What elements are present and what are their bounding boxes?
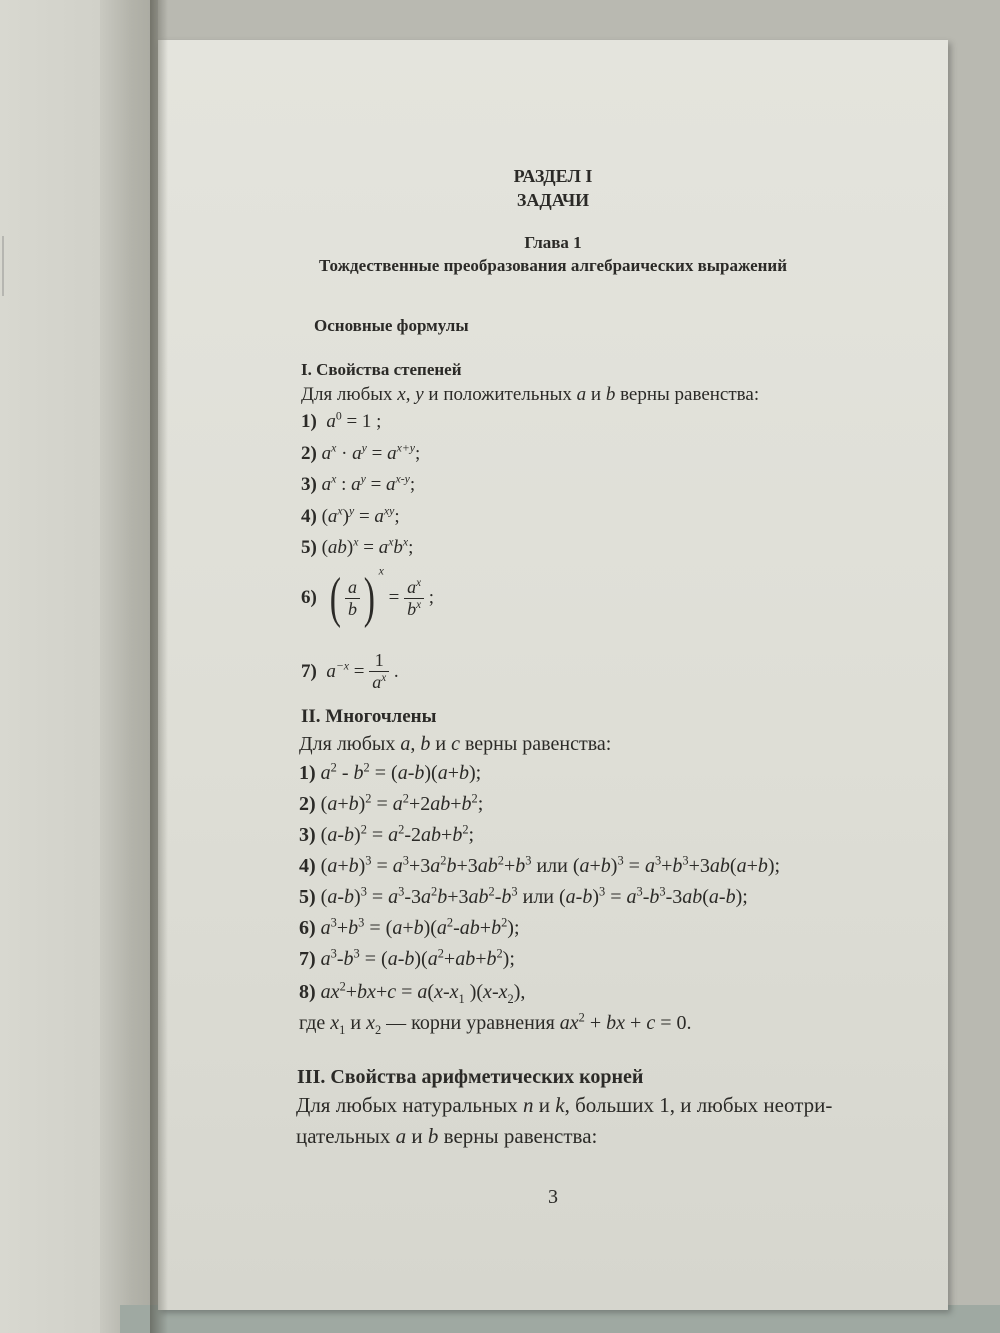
polynomial-rule-4: 4) $(a+b)^3 = a^3+3a^2b+3ab^2+b^3$ или $(a+b)^3 = a^3+b^3+3ab(a+b)$; [299, 853, 781, 877]
polynomial-rule-6: 6) $a^3+b^3 = (a+b)(a^2-ab+b^2)$; [299, 915, 520, 939]
polynomial-rule-5: 5) $(a-b)^3 = a^3-3a^2b+3ab^2-b^3$ или $(a-b)^3 = a^3-b^3-3ab(a-b)$; [299, 884, 748, 908]
power-rule-5: 5) $(ab)^x = a^xb^x$; [301, 535, 414, 558]
book-page [158, 40, 948, 1310]
polynomial-rule-2: 2) $(a+b)^2 = a^2+2ab+b^2$; [299, 791, 484, 815]
power-rule-4: 4) $(a^x)^y = a^{xy}$; [301, 504, 400, 527]
chapter-title: Тождественные преобразования алгебраических выражений [318, 256, 788, 275]
roots-intro-line1: Для любых натуральных n и k, больших 1, и любых неотри- [296, 1093, 833, 1117]
polynomials-heading: II. Многочлены [301, 706, 437, 727]
power-rule-7: 7) $a^{-x}$ = $\frac{1}{a^x}$ . [301, 650, 399, 692]
polynomial-rule-8: 8) $ax^2+bx+c = a(x-x_1$ )$(x-x_2)$, [299, 979, 526, 1006]
polynomial-rule-7: 7) $a^3-b^3 = (a-b)(a^2+ab+b^2)$; [299, 946, 515, 970]
basic-formulas-heading: Основные формулы [314, 316, 469, 335]
power-rule-1: 1) $a^0 = 1$ ; [301, 409, 382, 432]
polynomials-intro: Для любых a, b и c верны равенства: [299, 733, 612, 755]
section-subtitle: ЗАДАЧИ [516, 190, 590, 210]
powers-heading: I. Свойства степеней [301, 360, 462, 379]
polynomial-rule-3: 3) $(a-b)^2 = a^2-2ab+b^2$; [299, 822, 475, 846]
chapter-label: Глава 1 [524, 233, 582, 252]
powers-intro: Для любых x, y и положительных a и b верны равенства: [301, 384, 760, 405]
power-rule-6: 6) ( $\frac{a}{b}$ ) $^x$ = $\frac{a^x}{b^x}$ ; [301, 564, 435, 629]
spine-shadow [150, 0, 168, 1333]
roots-intro-line2: цательных a и b верны равенства: [296, 1124, 598, 1148]
power-rule-2: 2) $a^x \cdot a^y = a^{x+y}$; [301, 441, 421, 464]
power-rule-3: 3) $a^x$ : $a^y = a^{x-y}$; [301, 472, 416, 495]
roots-heading: III. Свойства арифметических корней [297, 1066, 644, 1088]
left-page-marks [2, 236, 12, 296]
roots-note: где $x_1$ и $x_2$ — корни уравнения $ax^2$ + bx + c = 0. [299, 1010, 692, 1037]
page-number: 3 [548, 1186, 558, 1208]
polynomial-rule-1: 1) $a^2 - b^2 = (a-b)(a+b)$; [299, 760, 482, 784]
section-title: РАЗДЕЛ I [513, 166, 593, 186]
